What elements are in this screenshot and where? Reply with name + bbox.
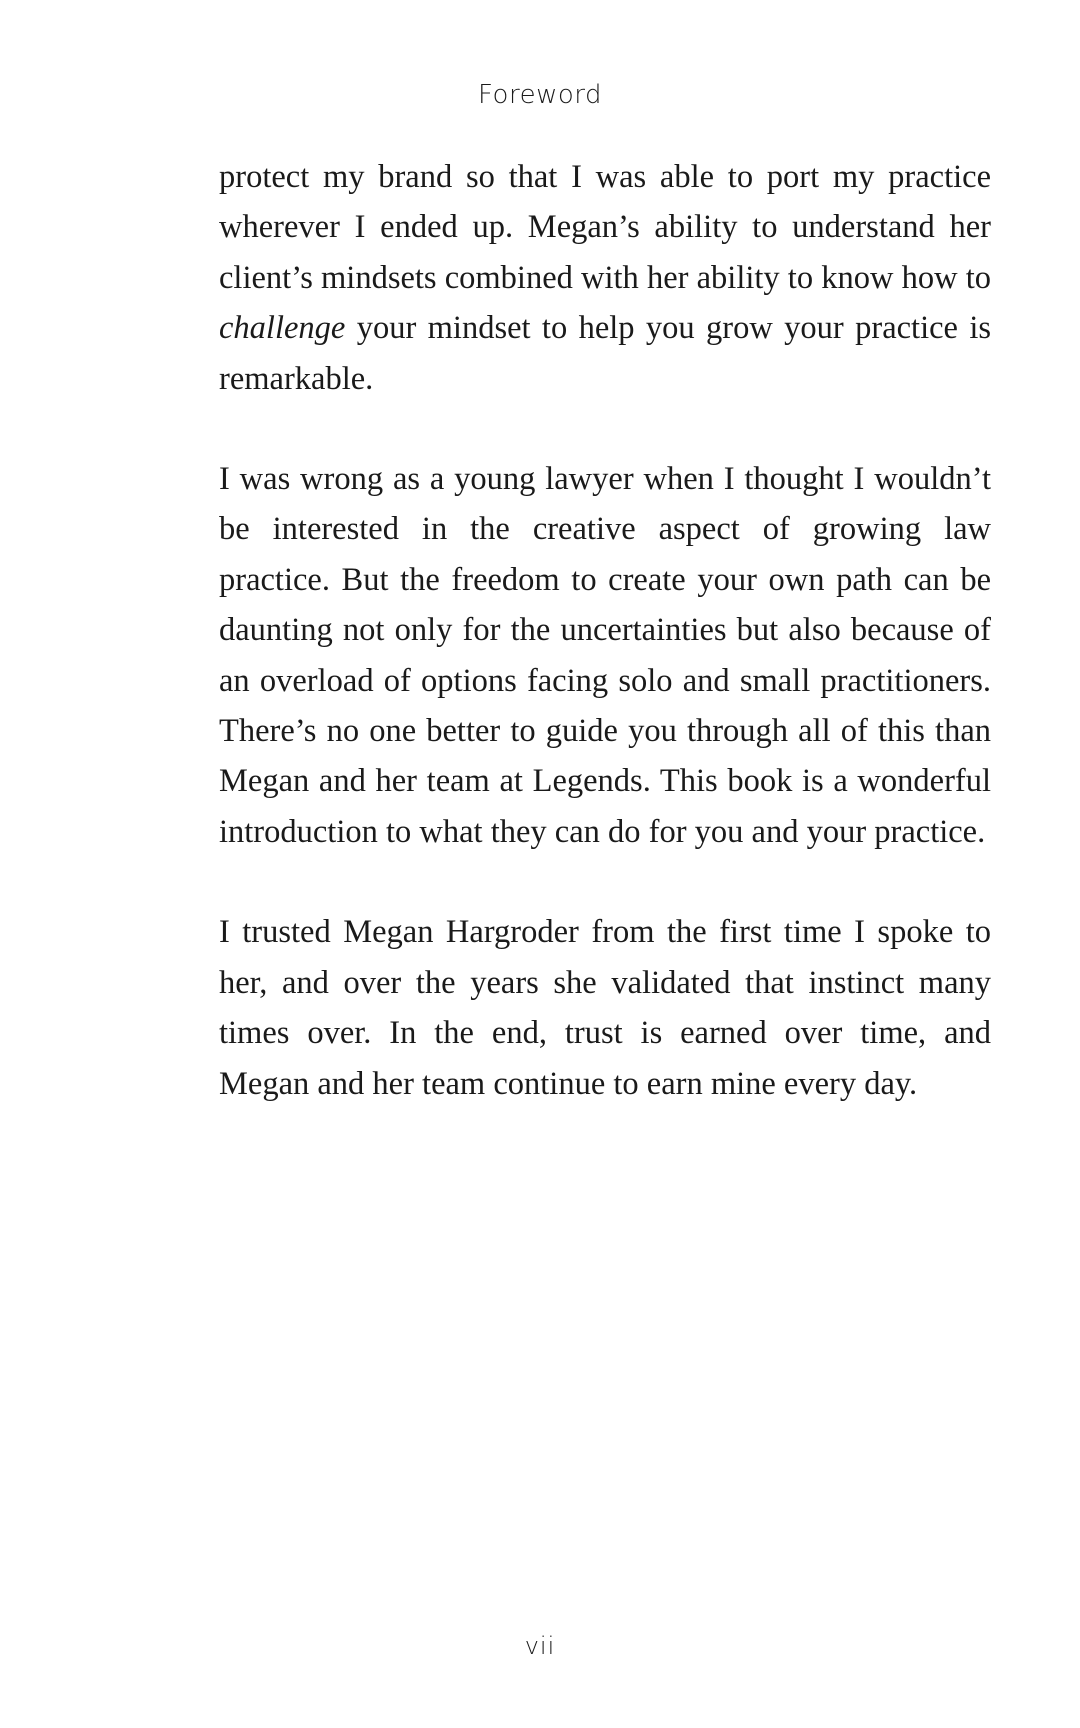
paragraph-1-text-after: your mindset to help you grow your practice is remarkable. xyxy=(219,310,991,397)
page-number: vii xyxy=(524,1632,556,1660)
paragraph-1-text-before: protect my brand so that I was able to port my practice wherever I ended up. Megan’s ability to understand her client’s mindsets combined with her ability to know how to xyxy=(219,159,991,296)
foreword-body xyxy=(219,152,991,1109)
paragraph-2: I was wrong as a young lawyer when I thought I wouldn’t be interested in the creative aspect of growing law practice. But the freedom to create your own path can be daunting not only for the uncertainties but also because of an overload of options facing solo and small practitioners. There’s no one better to guide you through all of this than Megan and her team at Legends. This book is a wonderful introduction to what they can do for you and your practice. xyxy=(219,461,991,850)
running-head: Foreword xyxy=(478,80,602,110)
paragraph-1 xyxy=(219,152,991,404)
paragraph-1-emphasis: challenge xyxy=(219,310,346,347)
paragraph-3: I trusted Megan Hargroder from the first time I spoke to her, and over the years she validated that instinct many times over. In the end, trust is earned over time, and Megan and her team continue to earn mine every day. xyxy=(219,914,991,1102)
